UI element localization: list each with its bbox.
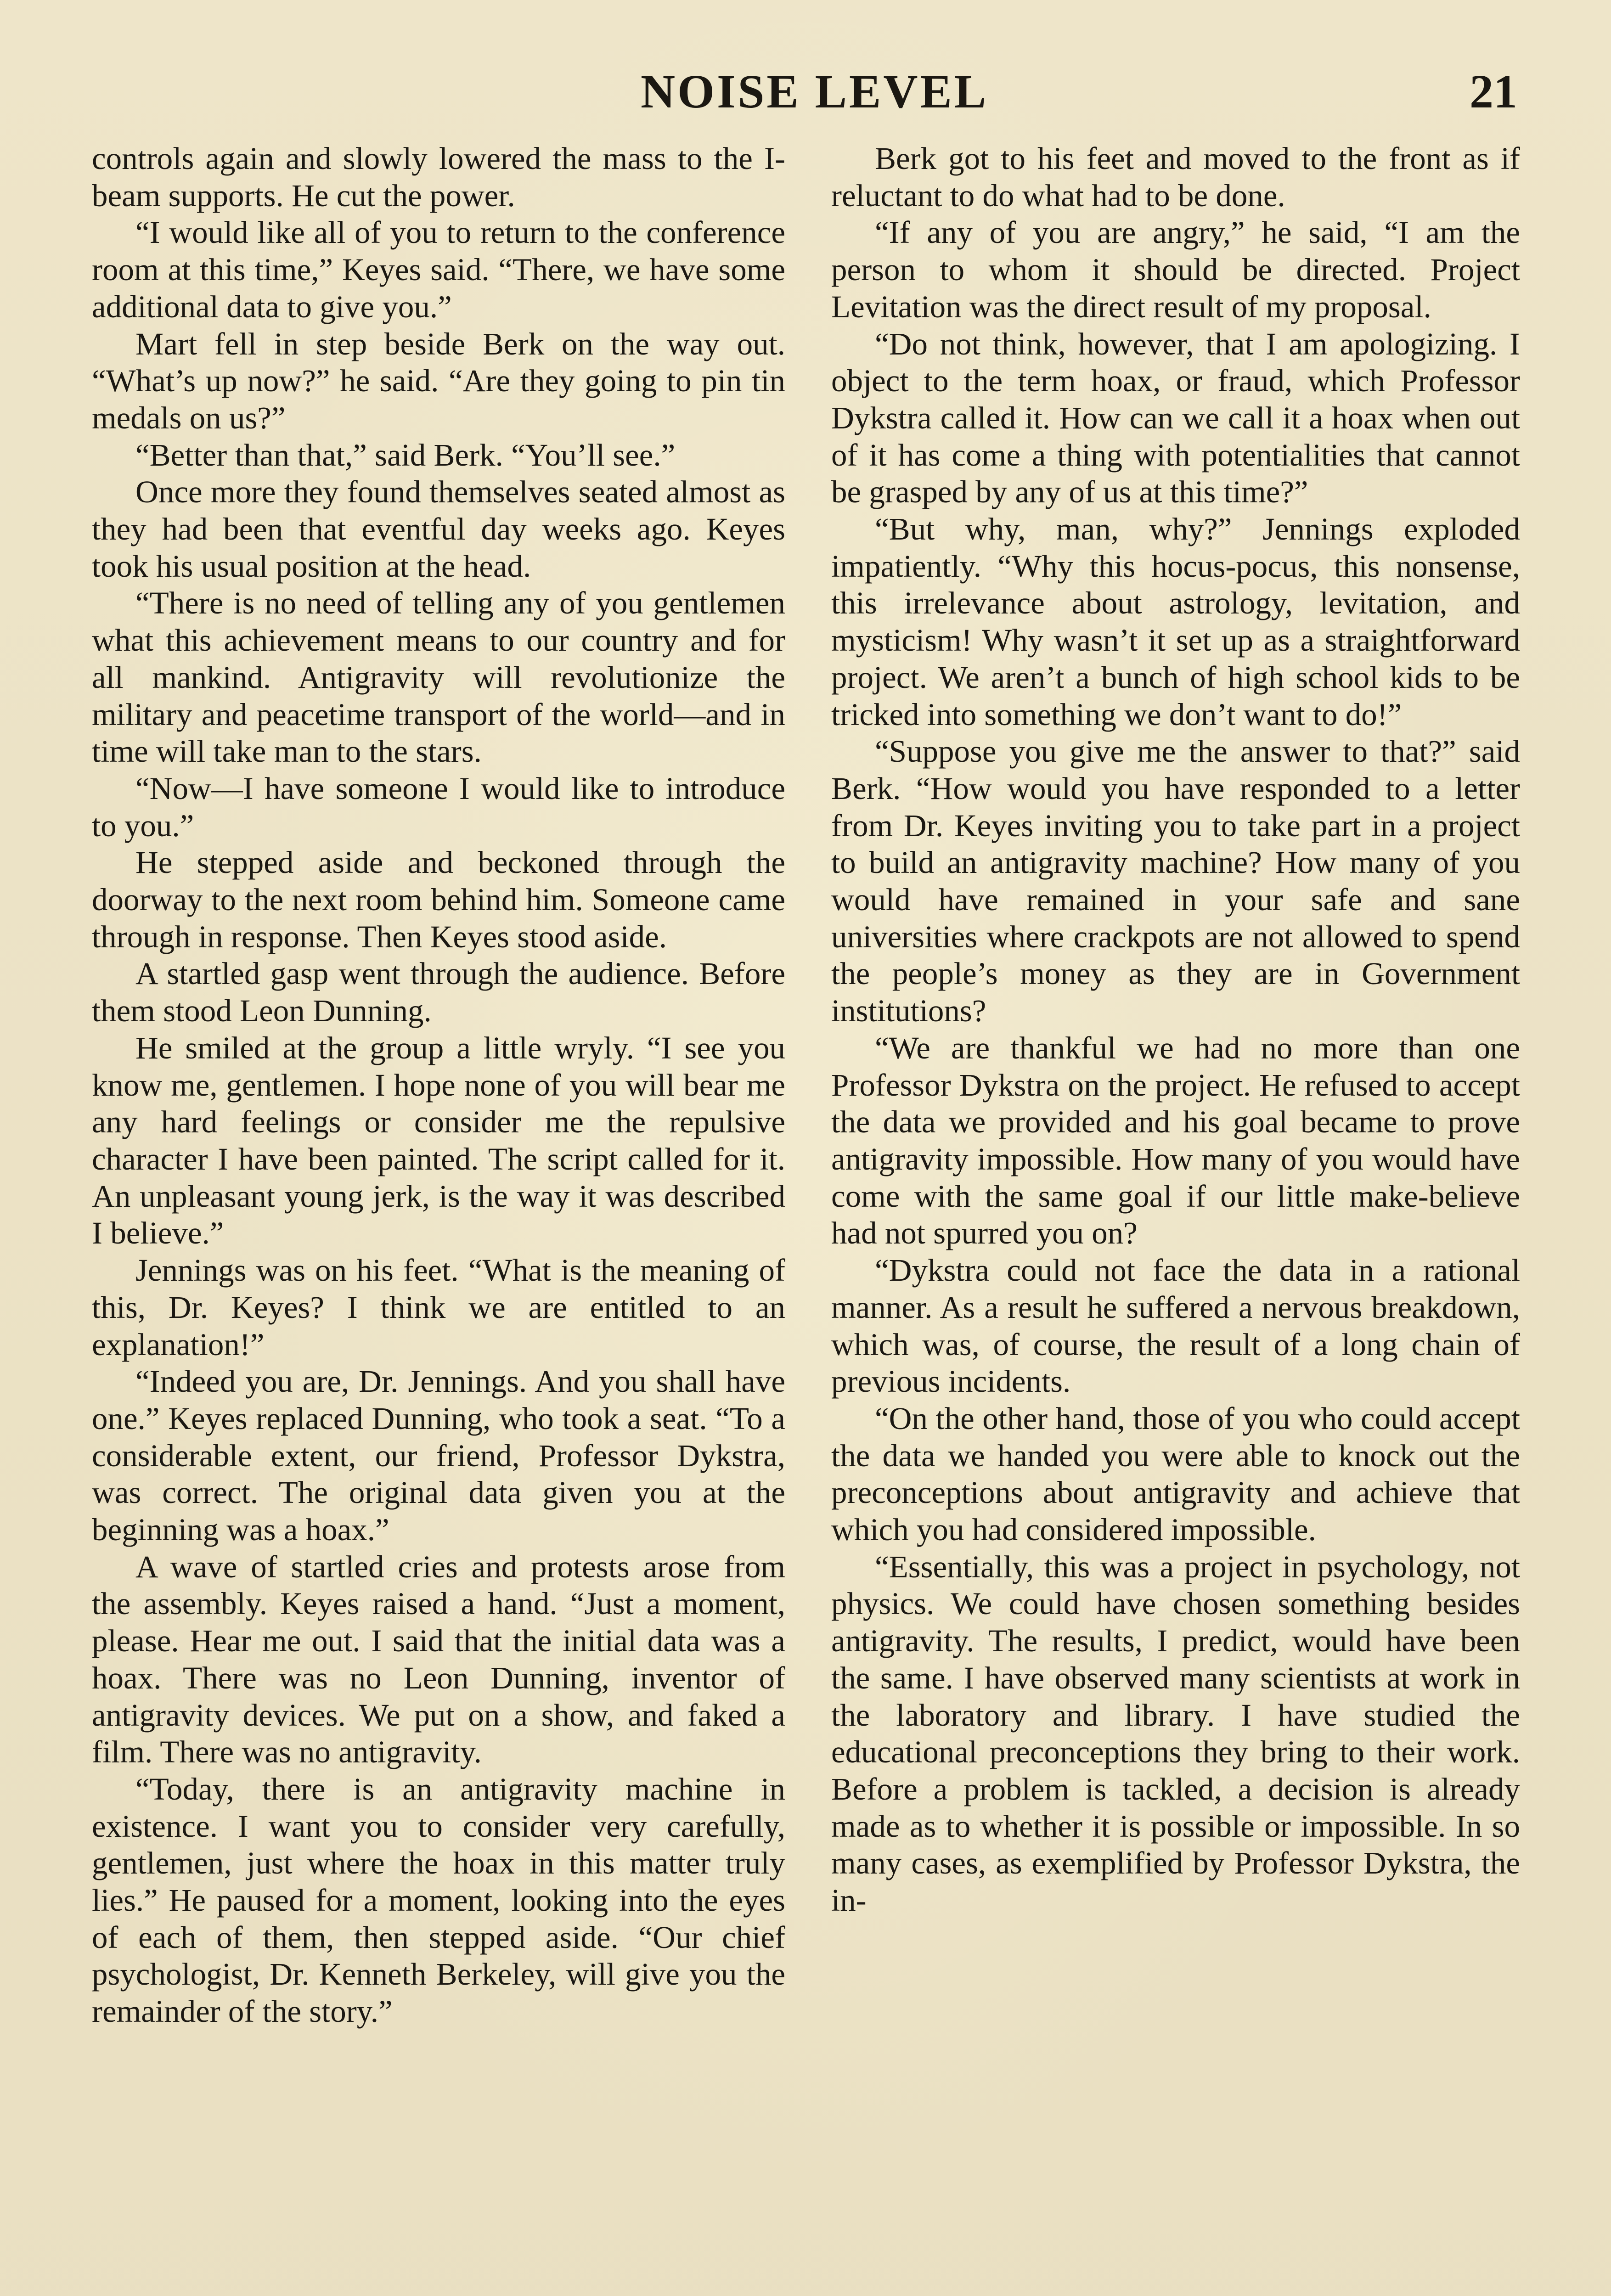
- paragraph: “On the other hand, those of you who could accept the data we handed you were able to knock out the preconceptions about antigravity and achieve that which you had considered impossible.: [831, 1401, 1520, 1548]
- paragraph: “Do not think, however, that I am apologizing. I object to the term hoax, or fraud, which Professor Dykstra called it. How can we call it a hoax when out of it has come a thing with potentialities that cannot be grasped by any of us at this time?”: [831, 326, 1520, 510]
- paragraph: “I would like all of you to return to the conference room at this time,” Keyes said. “There, we have some additional data to give you.”: [92, 215, 785, 324]
- paragraph: A wave of startled cries and protests arose from the assembly. Keyes raised a hand. “Just a moment, please. Hear me out. I said that the initial data was a hoax. There was no Leon Dunning, inventor of antigravity devices. We put on a show, and faked a film. There was no antigravity.: [92, 1549, 785, 1770]
- paragraph: “If any of you are angry,” he said, “I am the person to whom it should be directed. Project Levitation was the direct result of my proposal.: [831, 215, 1520, 324]
- paragraph: “Today, there is an antigravity machine in existence. I want you to consider very carefully, gentlemen, just where the hoax in this matter truly lies.” He paused for a moment, looking into the eyes of each of them, then stepped aside. “Our chief psychologist, Dr. Kenneth Berkeley, will give you the remainder of the story.”: [92, 1771, 785, 2029]
- paragraph: “Dykstra could not face the data in a rational manner. As a result he suffered a nervous breakdown, which was, of course, the result of a long chain of previous incidents.: [831, 1253, 1520, 1399]
- paragraph: Berk got to his feet and moved to the front as if reluctant to do what had to be done.: [831, 141, 1520, 213]
- paragraph: He smiled at the group a little wryly. “I see you know me, gentlemen. I hope none of you will bear me any hard feelings or consider me the repulsive character I have been painted. The script called for it. An unpleasant young jerk, is the way it was described I believe.”: [92, 1030, 785, 1251]
- paragraph: “Indeed you are, Dr. Jennings. And you shall have one.” Keyes replaced Dunning, who took a seat. “To a considerable extent, our friend, Professor Dykstra, was correct. The original data given you at the beginning was a hoax.”: [92, 1364, 785, 1548]
- running-title: NOISE LEVEL: [641, 65, 989, 118]
- paragraph: Mart fell in step beside Berk on the way out. “What’s up now?” he said. “Are they going to pin tin medals on us?”: [92, 326, 785, 435]
- paragraph: He stepped aside and beckoned through the doorway to the next room behind him. Someone came through in response. Then Keyes stood aside.: [92, 845, 785, 954]
- right-text-column: [831, 140, 1520, 1919]
- paragraph: “Now—I have someone I would like to introduce to you.”: [92, 771, 785, 843]
- paragraph: “Better than that,” said Berk. “You’ll see.”: [135, 437, 676, 473]
- page-header: [0, 60, 1611, 124]
- left-text-column: [92, 140, 785, 2030]
- paragraph: “Essentially, this was a project in psychology, not physics. We could have chosen something besides antigravity. The results, I predict, would have been the same. I have observed many scientists at work in the laboratory and library. I have studied the educational preconceptions they bring to their work. Before a problem is tackled, a decision is already made as to whether it is possible or impossible. In so many cases, as exemplified by Professor Dykstra, the in-: [831, 1549, 1520, 1918]
- paragraph: controls again and slowly lowered the mass to the I-beam supports. He cut the power.: [92, 141, 785, 213]
- paragraph: Once more they found themselves seated almost as they had been that eventful day weeks ago. Keyes took his usual position at the head.: [92, 474, 785, 584]
- paragraph: A startled gasp went through the audience. Before them stood Leon Dunning.: [92, 956, 785, 1029]
- paragraph: “There is no need of telling any of you gentlemen what this achievement means to our country and for all mankind. Antigravity will revolutionize the military and peacetime transport of the world—and in time will take man to the stars.: [92, 585, 785, 769]
- page-number: 21: [1470, 65, 1517, 118]
- paragraph: “We are thankful we had no more than one Professor Dykstra on the project. He refused to accept the data we provided and his goal became to prove antigravity impossible. How many of you would have come with the same goal if our little make-believe had not spurred you on?: [831, 1030, 1520, 1251]
- paragraph: “But why, man, why?” Jennings exploded impatiently. “Why this hocus-pocus, this nonsense, this irrelevance about astrology, levitation, and mysticism! Why wasn’t it set up as a straightforward project. We aren’t a bunch of high school kids to be tricked into something we don’t want to do!”: [831, 512, 1520, 732]
- paragraph: Jennings was on his feet. “What is the meaning of this, Dr. Keyes? I think we are entitled to an explanation!”: [92, 1253, 785, 1362]
- paragraph: “Suppose you give me the answer to that?” said Berk. “How would you have responded to a letter from Dr. Keyes inviting you to take part in a project to build an antigravity machine? How many of you would have remained in your safe and sane universities where crackpots are not allowed to spend the people’s money as they are in Government institutions?: [831, 734, 1520, 1029]
